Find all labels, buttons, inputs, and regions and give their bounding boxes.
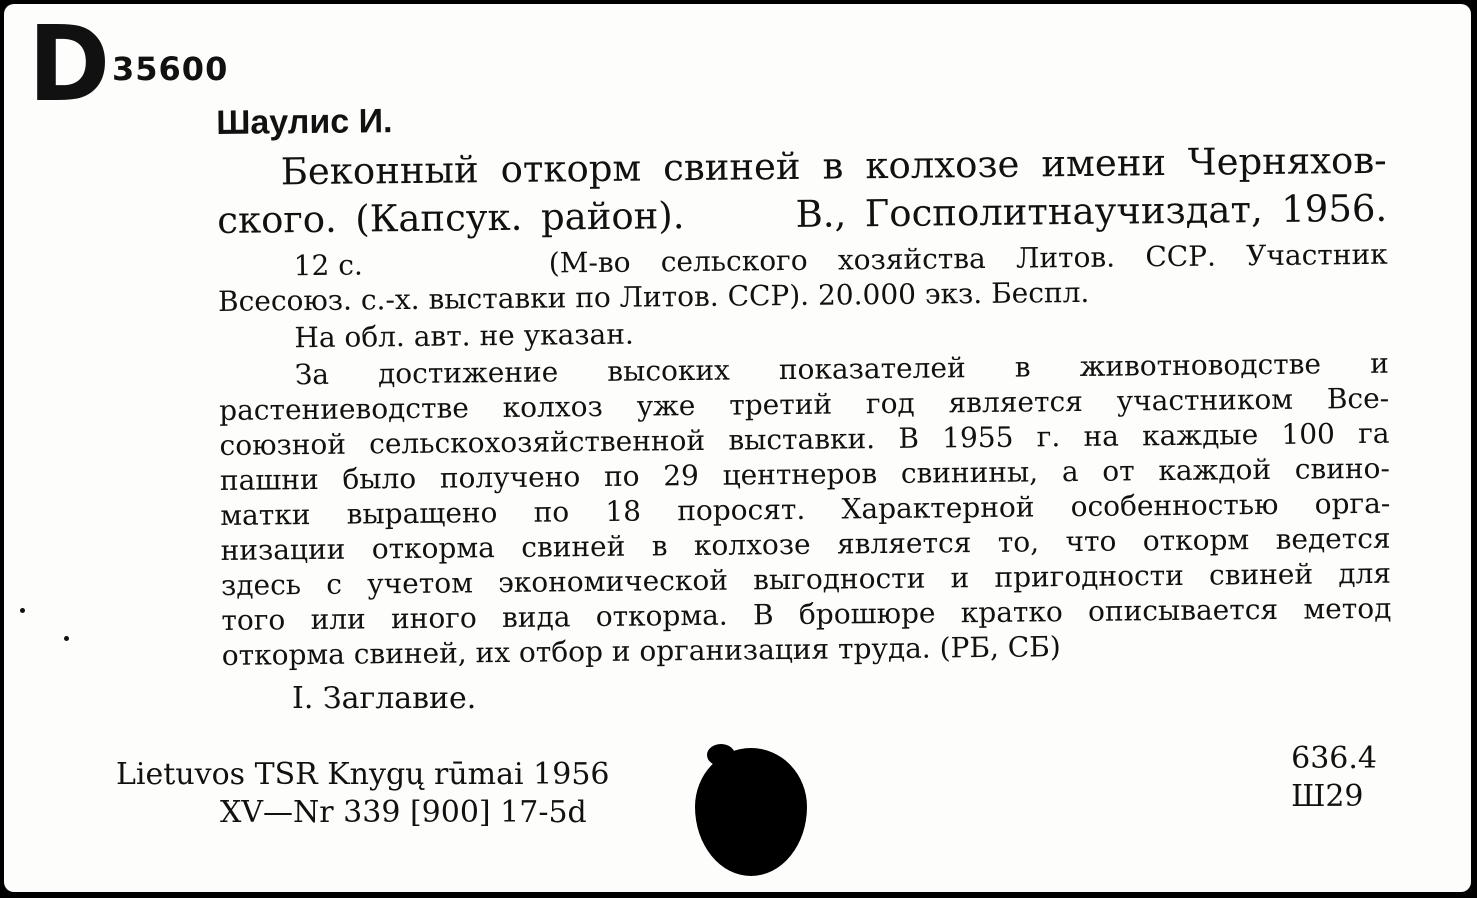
- ink-speck: [64, 636, 69, 641]
- annotation-line: матки выращено по 18 поросят. Характерной особенностью орга-: [220, 486, 1391, 532]
- annotation-line: того или иного вида откорма. В брошюре кратко описывается метод: [221, 591, 1392, 637]
- page-count: 12 с.: [293, 248, 363, 283]
- catalog-card: [4, 4, 1471, 892]
- annotation-line: За достижение высоких показателей в животноводстве и: [294, 346, 1389, 392]
- title-line: ского. (Капсук. район). В., Госполитнаучиздат, 1956.: [216, 186, 1388, 242]
- punch-hole: [695, 748, 807, 876]
- author-mark: Ш29: [1291, 779, 1364, 814]
- annotation-line: здесь с учетом экономической выгодности и пригодности свиней для: [220, 556, 1392, 602]
- title-line: Беконный откорм свиней в колхозе имени Черняхов-: [280, 138, 1387, 194]
- class-number: 636.4: [1291, 741, 1377, 776]
- cover-note: На обл. авт. не указан.: [294, 317, 634, 355]
- handwritten-number: 35600: [112, 50, 229, 88]
- imprint-line: XV—Nr 339 [900] 17-5d: [220, 795, 587, 830]
- imprint-line: Lietuvos TSR Knygų rūmai 1956: [116, 757, 610, 792]
- bibliographic-entry: [216, 92, 1392, 673]
- series-note-end: Всесоюз. с.-х. выставки по Литов. ССР). 20.000 экз. Беспл.: [217, 275, 1090, 318]
- annotation: [219, 346, 1392, 673]
- annotation-line: низации откорма свиней в колхозе является то, что откорм ведется: [220, 521, 1391, 567]
- classification: [1291, 740, 1377, 816]
- annotation-line: растениеводстве колхоз уже третий год является участником Все-: [219, 381, 1390, 427]
- annotation-line: откорма свиней, их отбор и организация труда. (РБ, СБ): [221, 630, 1061, 672]
- author-name: Шаулис И.: [216, 102, 393, 142]
- annotation-line: союзной сельскохозяйственной выставки. В 1955 г. на каждые 100 га: [219, 416, 1390, 462]
- annotation-line: пашни было получено по 29 центнеров свинины, а от каждой свино-: [219, 451, 1391, 497]
- handwritten-letter: D: [28, 4, 111, 125]
- subject-heading: I. Заглавие.: [292, 681, 477, 716]
- ink-speck: [20, 608, 25, 613]
- series-note-start: (М-во сельского хозяйства Литов. ССР. Участник: [548, 237, 1388, 280]
- imprint: [116, 756, 610, 832]
